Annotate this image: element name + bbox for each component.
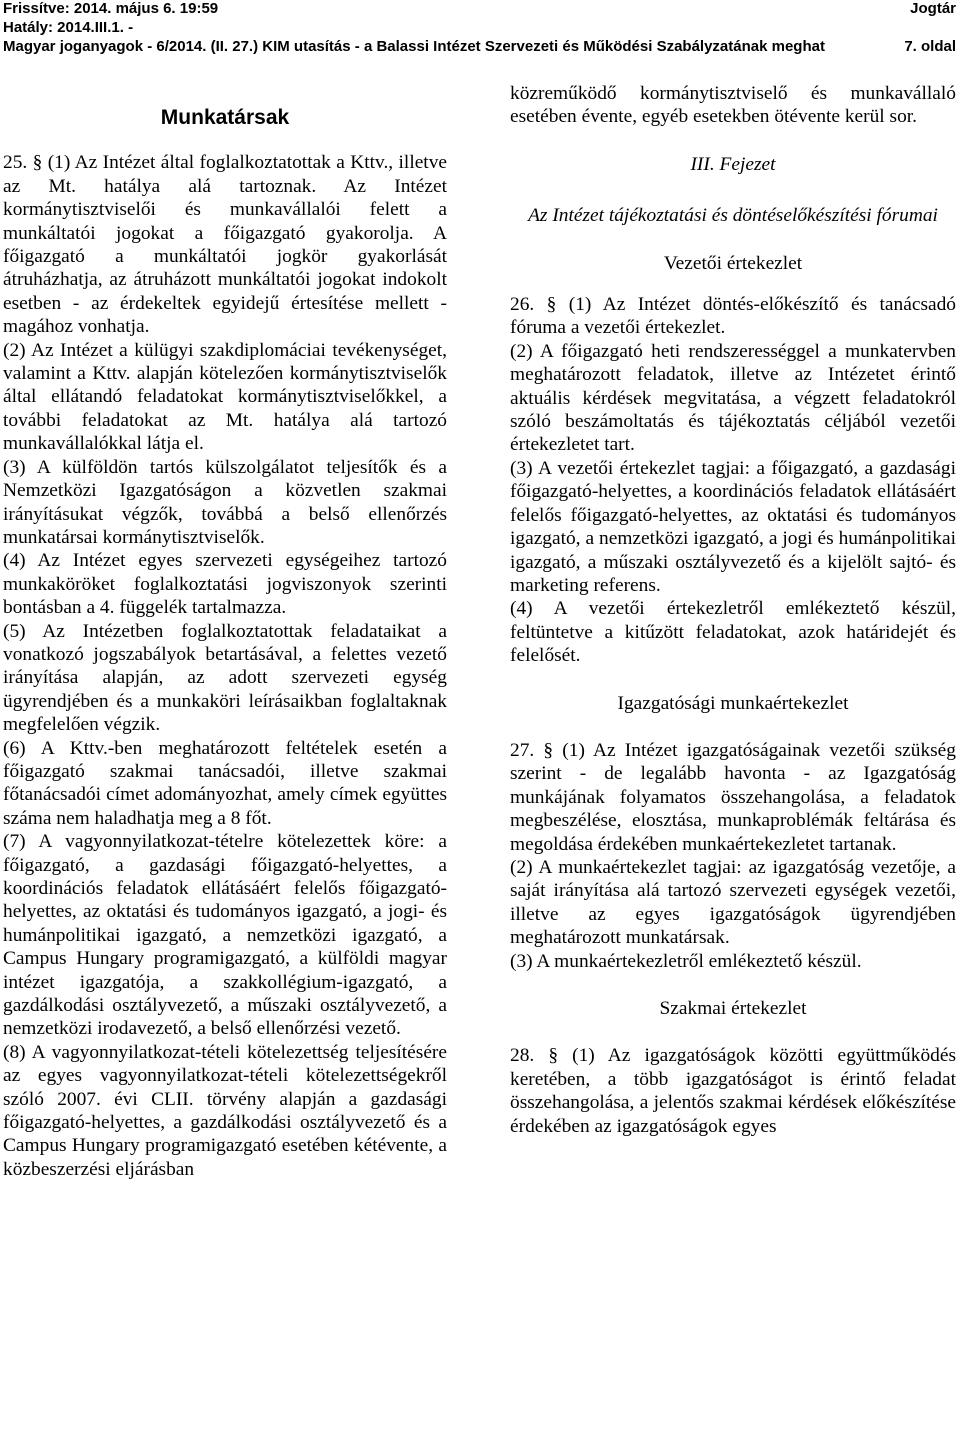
subsection-title: Szakmai értekezlet xyxy=(659,998,807,1019)
subsection-title: Igazgatósági munkaértekezlet xyxy=(617,692,849,714)
chapter-title: Az Intézet tájékoztatási és döntéselőkészítési fórumai xyxy=(528,205,938,227)
paragraph: (2) A főigazgató heti rendszerességgel a munkatervben meghatározott feladatok, illetve az Intézetet érintő aktuális kérdések megvitatása, a végzett feladatokról szóló beszámoltatás és tájékoztatás céljából vezetői értekezletet tart. xyxy=(510,340,956,456)
paragraph: (8) A vagyonnyilatkozat-tételi kötelezettség teljesítésére az egyes vagyonnyilatkozat-tételi kötelezettségekről szóló 2007. évi CLII. törvény alapján a gazdasági főigazgató-helyettes, a gazdálkodási osztályvezető és a Campus Hungary programigazgató esetében kétévente, a közbeszerzési eljárásban xyxy=(3,1041,447,1180)
paragraph: (3) A vezetői értekezlet tagjai: a főigazgató, a gazdasági főigazgató-helyettes, a koordinációs feladatok ellátásáért felelős főigazgató-helyettes, az oktatási és tudományos igazgató, a nemzetközi igazgató, a jogi és humánpolitikai igazgató, a műszaki osztályvezető és a kijelölt sajtó- és marketing referens. xyxy=(510,457,956,596)
header-page-number: 7. oldal xyxy=(904,38,956,55)
paragraph: (7) A vagyonnyilatkozat-tételre kötelezettek köre: a főigazgató, a gazdasági főigazgató-helyettes, a koordinációs feladatok ellátásáért felelős főigazgató-helyettes, az oktatási és tudományos igazgató, a jogi- és humánpolitikai igazgató, a nemzetközi igazgató, a Campus Hungary programigazgató, a külföldi magyar intézet igazgatója, a szakkollégium-igazgató, a gazdálkodási osztályvezető, a műszaki osztályvezető, a nemzetközi irodavezető, a belső ellenőrzési vezető. xyxy=(3,831,447,1040)
paragraph: (3) A munkaértekezletről emlékeztető készül. xyxy=(510,950,862,972)
paragraph: 27. § (1) Az Intézet igazgatóságainak vezetői szükség szerint - de legalább havonta - az Igazgatóság munkájának folyamatos összehangolása, a feladatok megbeszélése, elosztása, munkaproblémák feltárása és megoldása érdekében munkaértekezletet tartanak. xyxy=(510,739,956,855)
left-column xyxy=(3,82,447,1181)
paragraph: (6) A Kttv.-ben meghatározott feltételek esetén a főigazgató szakmai tanácsadói, illetve szakmai főtanácsadói címet adományozhat, amely címek együttes száma nem haladhatja meg a 8 főt. xyxy=(3,737,447,829)
paragraph: (3) A külföldön tartós külszolgálatot teljesítők és a Nemzetközi Igazgatóságon a közvetlen szakmai irányításukat végzők, továbbá a belső ellenőrzés munkatársai kormánytisztviselők. xyxy=(3,456,447,548)
paragraph: (5) Az Intézetben foglalkoztatottak feladataikat a vonatkozó jogszabályok betartásával, a felettes vezető irányítása alapján, az adott szervezeti egység ügyrendjében és a munkaköri leírásaikban foglaltaknak megfelelően végzik. xyxy=(3,620,447,736)
paragraph: (2) Az Intézet a külügyi szakdiplomáciai tevékenységet, valamint a Kttv. alapján kötelezően kormánytisztviselők által ellátandó feladatokat kormánytisztviselőkkel, a további feladatokat az Mt. hatálya alá tartozó munkavállalókkal látja el. xyxy=(3,339,447,455)
header-updated: Frissítve: 2014. május 6. 19:59 xyxy=(3,0,219,17)
section-title-munkatarsak: Munkatársak xyxy=(160,106,290,129)
paragraph: közreműködő kormánytisztviselő és munkavállaló esetében évente, egyéb esetekben ötévente kerül sor. xyxy=(510,83,956,128)
subsection-title: Vezetői értekezlet xyxy=(663,252,803,274)
paragraph: 28. § (1) Az igazgatóságok közötti együttműködés keretében, a több igazgatóságot is érintő feladat összehangolása, a jelentős szakmai kérdések előkészítése érdekében az igazgatóságok egyes xyxy=(510,1045,956,1137)
header-document-title: Magyar joganyagok - 6/2014. (II. 27.) KIM utasítás - a Balassi Intézet Szervezeti és Működési Szabályzatának meghat xyxy=(3,38,825,55)
paragraph: (4) Az Intézet egyes szervezeti egységeihez tartozó munkaköröket foglalkoztatási jogviszonyok szerinti bontásban a 4. függelék tartalmazza. xyxy=(3,550,447,619)
right-column xyxy=(510,82,956,1138)
paragraph: (4) A vezetői értekezletről emlékeztető készül, feltüntetve a kitűzött feladatokat, azok határidejét és felelősét. xyxy=(510,598,956,667)
header-validity: Hatály: 2014.III.1. - xyxy=(3,19,134,36)
paragraph: (2) A munkaértekezlet tagjai: az igazgatóság vezetője, a saját irányítása alá tartozó szervezeti egységek vezetői, illetve az egyes igazgatóságok ügyrendjében meghatározott munkatársak. xyxy=(510,856,956,949)
header-brand: Jogtár xyxy=(910,0,956,17)
chapter-label: III. Fejezet xyxy=(690,153,776,175)
paragraph: 25. § (1) Az Intézet által foglalkoztatottak a Kttv., illetve az Mt. hatálya alá tartoznak. Az Intézet kormánytisztviselői és munkavállalói felett a munkáltatói jogokat a főigazgató gyakorolja. A főigazgató a munkáltatói jogkör gyakorlását átruházhatja, az átruházott munkáltatói jogokat indokolt esetben - az érdekeltek egyidejű értesítése mellett - magához vonhatja. xyxy=(3,152,447,338)
paragraph: 26. § (1) Az Intézet döntés-előkészítő és tanácsadó fóruma a vezetői értekezlet. xyxy=(510,294,956,339)
